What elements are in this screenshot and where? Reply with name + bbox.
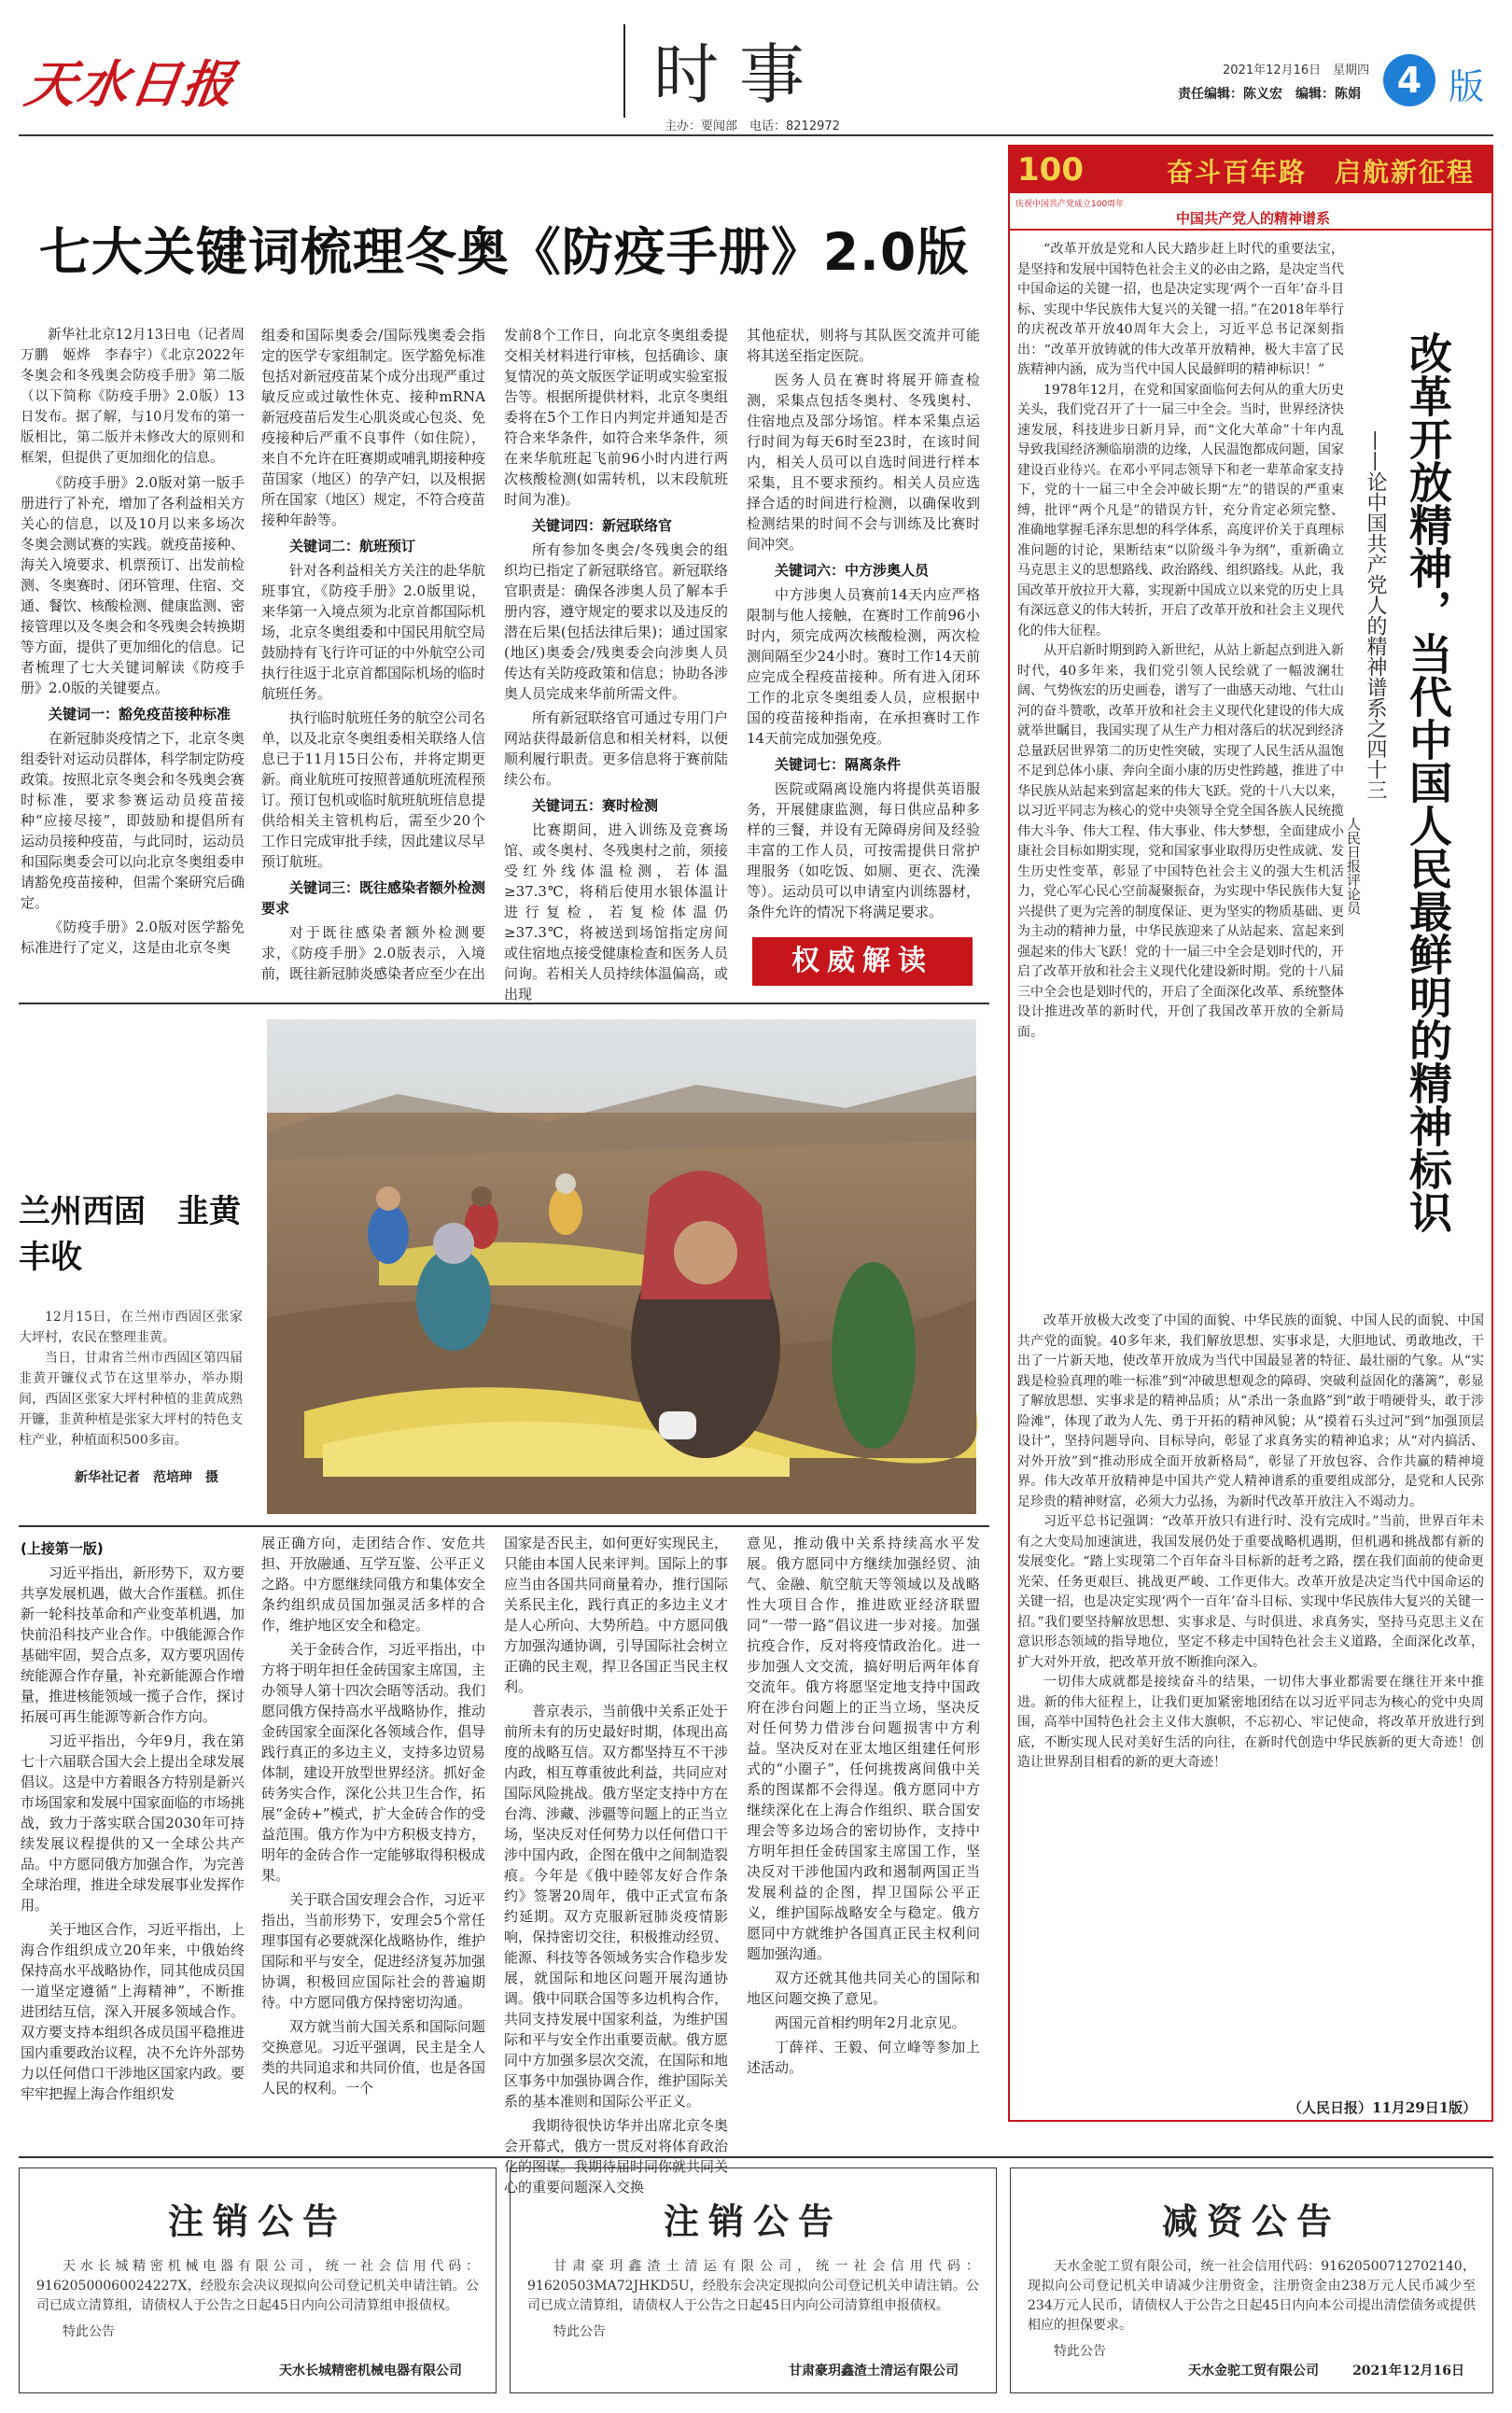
main-paragraph: 中方涉奥人员赛前14天内应严格限制与他人接触，在赛时工作前96小时内，须完成两次核酸检测，两次检测间隔至少24小时。赛时工作14天前应完成全程疫苗接种。所有进入闭环工作的北京冬奥组委人员，应根据中国的疫苗接种指南，在承担赛时工作14天前完成加强免疫。	[747, 586, 980, 747]
editors-line: 主办：要闻部 电话：8212972	[665, 119, 840, 133]
commentary-paragraph: 从开启新时期到跨入新世纪，从站上新起点到进入新时代，40多年来，我们党引领人民绘就了一幅波澜壮阔、气势恢宏的历史画卷，谱写了一曲感天动地、气壮山河的奋斗赞歌，改革开放和社会主义现代化建设的伟大成就举世瞩目，我国实现了从生产力相对落后的状况到经济总量跃居世界第二的历史性突破，实现了人民生活从温饱不足到总体小康、奔向全面小康的历史性跨越，推进了中华民族从站起来到富起来的伟大飞跃。党的十八大以来，以习近平同志为核心的党中央领导全党全国各族人民统揽伟大斗争、伟大工程、伟大事业、伟大梦想，全面建成小康社会目标如期实现，党和国家事业取得历史性成就、发生历史性变革，彰显了中国特色社会主义的强大生机活力，党心军心民心空前凝聚振奋，为实现中华民族伟大复兴提供了更为完善的制度保证、更为坚实的物质基础、更为主动的精神力量，中华民族迎来了从站起来、富起来到强起来的伟大飞跃！党的十一届三中全会是划时代的，开启了改革开放和社会主义现代化建设新时期。党的十八届三中全会也是划时代的，开启了全面深化改革、系统整体设计推进改革的新时代，开创了我国改革开放的全新局面。	[1017, 643, 1344, 1040]
photo-title: 兰州西固 韭黄丰收	[19, 1193, 241, 1276]
lower-paragraph: 两国元首相约明年2月北京见。	[775, 2014, 966, 2031]
lower-paragraph: 关于金砖合作，习近平指出，中方将于明年担任金砖国家主席国，主办领导人第十四次会晤等活动。我们愿同俄方保持高水平战略协作，推动金砖国家全面深化各领域合作，倡导践行真正的多边主义，支持多边贸易体制，建设开放型世界经济。抓好金砖务实合作，深化公共卫生合作，拓展“金砖+”模式，扩大金砖合作的受益范围。俄方作为中方积极支持方，明年的金砖合作一定能够取得积极成果。	[261, 1641, 486, 1884]
main-col-2	[261, 325, 485, 997]
main-col-1	[21, 325, 245, 997]
continued-label: (上接第一版)	[21, 1540, 104, 1557]
main-col-3	[504, 325, 729, 1003]
commentary-header-rule	[1008, 229, 1493, 231]
photo-credit: 新华社记者 范培珅 摄	[75, 1470, 218, 1485]
photo-caption	[19, 1307, 243, 1451]
lower-col-3	[504, 1533, 729, 2196]
commentary-paragraph: 改革开放极大改变了中国的面貌、中华民族的面貌、中国人民的面貌、中国共产党的面貌。40多年来，我们解放思想、实事求是，大胆地试、勇敢地改，干出了一片新天地，使改革开放成为当代中国最显著的特征、最壮丽的气象。从“实践是检验真理的唯一标准”到“冲破思想观念的障碍、突破利益固化的藩篱”，彰显了解放思想、实事求是的精神品质；从“杀出一条血路”到“敢于啃硬骨头，敢于涉险滩”，体现了敢为人先、勇于开拓的精神风貌；从“摸着石头过河”到“加强顶层设计”，坚持问题导向、目标导向，彰显了求真务实的精神追求；从“对内搞活、对外开放”到“推动形成全面开放新格局”，彰显了开放包容、合作共赢的精神境界。伟大改革开放精神是中国共产党人精神谱系的重要组成部分，是党和人民弥足珍贵的精神财富，必须大力弘扬，为新时代改革开放注入不竭动力。	[1017, 1313, 1484, 1509]
responsibility-line: 责任编辑：陈义宏 编辑：陈娟	[1178, 87, 1361, 102]
commentary-title	[1400, 331, 1512, 1386]
commentary-paragraph: 1978年12月，在党和国家面临何去何从的重大历史关头，我们党召开了十一届三中全会。当时，世界经济快速发展，科技进步日新月异，而“文化大革命”十年内乱导致我国经济濒临崩溃的边缘，人民温饱都成问题，国家建设百业待兴。在邓小平同志领导下和老一辈革命家支持下，党的十一届三中全会冲破长期“左”的错误的严重束缚，批评“两个凡是”的错误方针，充分肯定必须完整、准确地掌握毛泽东思想的科学体系，高度评价关于真理标准问题的讨论，果断结束“以阶级斗争为纲”，重新确立马克思主义的思想路线、政治路线、组织路线。从此，我国改革开放拉开大幕，实现新中国成立以来党的历史上具有深远意义的伟大转折，开启了改革开放和社会主义现代化的伟大征程。	[1017, 382, 1344, 638]
lower-paragraph: 意见，推动俄中关系持续高水平发展。俄方愿同中方继续加强经贸、油气、金融、航空航天等领域以及战略性大项目合作，推进欧亚经济联盟同“一带一路”倡议进一步对接。加强抗疫合作，反对将疫情政治化。进一步加强人文交流，搞好明后两年体育交流年。俄方将愿坚定地支持中国政府在涉台问题上的正当立场，坚决反对任何势力借涉台问题损害中方利益。坚决反对在亚太地区组建任何形式的“小圈子”，任何挑拨离间俄中关系的图谋都不会得逞。俄方愿同中方继续深化在上海合作组织、联合国安理会等多边场合的密切协作，支持中方明年担任金砖国家主席国工作，坚决反对干涉他国内政和遏制两国正当发展利益的企图，捍卫国际公平正义，维护国际战略安全与稳定。俄方愿同中方就维护各国真正民主权利问题加强沟通。	[747, 1535, 980, 1962]
commentary-paragraph: 习近平总书记强调：“改革开放只有进行时、没有完成时。”当前，世界百年未有之大变局加速演进，我国发展仍处于重要战略机遇期，但机遇和挑战都有新的发展变化。“踏上实现第二个百年奋斗目标新的赶考之路，摆在我们面前的使命更光荣、任务更艰巨、挑战更严峻、工作更伟大。改革开放是决定当代中国命运的关键一招，也是决定实现‘两个一百年’奋斗目标、实现中华民族伟大复兴的关键一招。”我们要坚持解放思想、实事求是、与时俱进、求真务实，坚持马克思主义在意识形态领域的指导地位，坚定不移走中国特色社会主义道路，全面深化改革，扩大对外开放，把改革开放不断推向深入。	[1017, 1514, 1484, 1670]
page-suffix: 版	[1449, 66, 1485, 107]
main-paragraph: 其他症状，则将与其队医交流并可能将其送至指定医院。	[747, 327, 980, 364]
notices-top-rule	[19, 2156, 1493, 2158]
newspaper-logo: 天水日报	[21, 54, 240, 114]
commentary-body-top	[1017, 240, 1344, 1306]
main-paragraph: 《防疫手册》2.0版对第一版手册进行了补充，增加了各利益相关方关心的信息，以及10月以来多场次冬奥会测试赛的实践。就疫苗接种、海关入境要求、机票预订、出发前检测、冬奥赛时、闭环管理、住宿、交通、餐饮、核酸检测、健康监测、密接管理以及冬奥会和冬残奥会转换期等方面，提供了更加细化的信息。记者梳理了七大关键词解读《防疫手册》2.0版的关键要点。	[21, 474, 245, 696]
main-paragraph: 所有参加冬奥会/冬残奥会的组织均已指定了新冠联络官。新冠联络官职责是：确保各涉奥人员了解本手册内容，遵守规定的要求以及违反的潜在后果(包括法律后果)；通过国家(地区)奥委会/残奥委会向涉奥人员传达有关防疫政策和信息；协助各涉奥人员完成来华前所需文件。	[504, 541, 729, 702]
keyword-heading: 关键词六：中方涉奥人员	[775, 562, 930, 579]
harvest-photo	[267, 1019, 976, 1514]
commentary-header-sub: 中国共产党人的精神谱系	[1176, 210, 1331, 227]
commentary-box	[1008, 145, 1493, 2124]
lower-paragraph: 关于地区合作，习近平指出，上海合作组织成立20年来，中俄始终保持高水平战略协作，同其他成员国一道坚定遵循“上海精神”，不断推进团结互信，深入开展多领域合作。双方要支持本组织各成员国平稳推进国内重要政治议程，决不允许外部势力以任何借口干涉地区国家内政。要牢牢把握上海合作组织发	[21, 1921, 245, 2102]
main-paragraph: 医务人员在赛时将展开筛查检测，采集点包括冬奥村、冬残奥村、住宿地点及部分场馆。样本采集点运行时间为每天6时至23时，在该时间内，相关人员可以自选时间进行样本采集，且不要求预约。相关人员应选择合适的时间进行检测，以确保收到检测结果的时间不会与训练及比赛时间冲突。	[747, 372, 980, 553]
header-banner-text: 奋斗百年路 启航新征程	[1167, 157, 1476, 188]
notice-signer: 甘肃豪玥鑫渣土清运有限公司	[789, 2364, 959, 2378]
notice-title: 注销公告	[663, 2201, 843, 2242]
main-paragraph: 所有新冠联络官可通过专用门户网站获得最新信息和相关材料，以便顺利履行职责。更多信息将于赛前陆续公布。	[504, 709, 729, 788]
commentary-paragraph: 一切伟大成就都是接续奋斗的结果，一切伟大事业都需要在继往开来中推进。新的伟大征程上，让我们更加紧密地团结在以习近平同志为核心的党中央周围，高举中国特色社会主义伟大旗帜，不忘初心、牢记使命，将改革开放进行到底，不断实现人民对美好生活的向往，在新时代创造中华民族新的更大奇迹！创造让世界刮目相看的新的更大奇迹！	[1017, 1675, 1484, 1770]
notice-title: 减资公告	[1161, 2201, 1341, 2242]
keyword-heading: 关键词一：豁免疫苗接种标准	[49, 706, 231, 722]
lower-paragraph: 展正确方向，走团结合作、安危共担、开放融通、互学互鉴、公平正义之路。中方愿继续同俄方和集体安全条约组织成员国加强灵活多样的合作，维护地区安全和稳定。	[261, 1535, 486, 1634]
page-number: 4	[1396, 60, 1422, 101]
notice-3	[1010, 2167, 1493, 2393]
caption-line: 当日，甘肃省兰州市西固区第四届韭黄开镰仪式节在这里举办，举办期间，西固区张家大坪村种植的韭黄成熟开镰，韭黄种植是张家大坪村的特色支柱产业，种植面积500多亩。	[19, 1351, 243, 1448]
commentary-headline: 改革开放精神，当代中国人民最鲜明的精神标识	[1403, 331, 1453, 1233]
centennial-emblem-icon	[1015, 148, 1090, 189]
main-paragraph: 医院或隔离设施内将提供英语服务，开展健康监测，每日供应品种多样的三餐，并设有无障碍房间及经验丰富的工作人员，可按需提供日常护理服务（如吃饭、如厕、更衣、洗澡等）。运动员可以申请室内训练器材，条件允许的情况下将满足要求。	[747, 780, 980, 920]
notice-body: 甘肃豪玥鑫渣土清运有限公司，统一社会信用代码：91620503MA72JHKD5U，经股东会决定现拟向公司登记机关申请注销。公司已成立清算组，请债权人于公告之日起45日内向公司清算组申报债权。	[527, 2259, 979, 2313]
notice-label: 特此公告	[1054, 2344, 1106, 2359]
page-number-badge	[1383, 54, 1435, 106]
notice-body: 天水长城精密机械电器有限公司，统一社会信用代码：91620500060024227X，经股东会决议现拟向公司登记机关申请注销。公司已成立清算组，请债权人于公告之日起45日内向公司清算组申报债权。	[36, 2259, 479, 2313]
main-paragraph: 《防疫手册》2.0版对医学豁免标准进行了定义，这是由北京冬奥	[21, 919, 245, 956]
main-article-title: 七大关键词梳理冬奥《防疫手册》2.0版	[38, 222, 970, 282]
commentary-subtitle: ——论中国共产党人的精神谱系之四十三	[1364, 430, 1387, 800]
keyword-heading: 关键词五：赛时检测	[532, 797, 659, 814]
lower-paragraph: 国家是否民主，如何更好实现民主，只能由本国人民来评判。国际上的事应当由各国共同商量着办，推行国际关系民主化，践行真正的多边主义才是人心所向、大势所趋。中方愿同俄方加强沟通协调，引导国际社会树立正确的民主观，捍卫各国正当民主权利。	[504, 1535, 729, 1695]
main-paragraph: 在新冠肺炎疫情之下，北京冬奥组委针对运动员群体，科学制定防疫政策。按照北京冬奥会和冬残奥会赛时标准，要求参赛运动员疫苗接种“应接尽接”，即鼓励和提倡所有运动员接种疫苗，与此同时，运动员和国际奥委会可以向北京冬奥组委申请豁免疫苗接种，但需个案研究后确定。	[21, 730, 245, 911]
authoritative-interpretation-banner	[752, 937, 973, 986]
main-paragraph: 针对各利益相关方关注的赴华航班事宜，《防疫手册》2.0版里说，来华第一入境点须为北京首都国际机场，北京冬奥组委和中国民用航空局鼓励持有飞行许可证的中外航空公司执行往返于北京首都国际机场的临时航班任务。	[261, 562, 486, 702]
svg-text:100: 100	[1017, 151, 1084, 189]
main-paragraph: 对于既往感染者额外检测要求，《防疫手册》2.0版表示，入境前，既往新冠肺炎感染者应至少在出	[261, 924, 486, 982]
main-paragraph: 新华社北京12月13日电（记者周万鹏 姬烨 李春宇）《北京2022年冬奥会和冬残奥会防疫手册》第二版（以下简称《防疫手册》2.0版）13日发布。据了解，与10月发布的第一版相比，第二版并未修改大的原则和框架，但提供了更加细化的信息。	[21, 328, 245, 466]
harvest-photo-image	[267, 1019, 976, 1514]
lower-col-4	[747, 1533, 980, 2160]
notice-1	[19, 2167, 497, 2393]
commentary-paragraph: “改革开放是党和人民大踏步赶上时代的重要法宝，是坚持和发展中国特色社会主义的必由之路，是决定当代中国命运的关键一招，也是决定实现‘两个一百年’奋斗目标、实现中华民族伟大复兴的关键一招。”在2018年举行的庆祝改革开放40周年大会上，习近平总书记深刻指出：“改革开放铸就的伟大改革开放精神，极大丰富了民族精神内涵，成为当代中国人民最鲜明的精神标识！”	[1017, 242, 1344, 377]
main-col-4	[747, 325, 980, 932]
lower-paragraph: 关于联合国安理会合作，习近平指出，当前形势下，安理会5个常任理事国有必要就深化战略协作，维护国际和平与安全，促进经济复苏加强协调，积极回应国际社会的普遍期待。中方愿同俄方保持密切沟通。	[261, 1891, 486, 2011]
lower-paragraph: 我期待很快访华并出席北京冬奥会开幕式，俄方一贯反对将体育政治化的图谋。我期待届时同你就共同关心的重要问题深入交换	[504, 2117, 729, 2196]
main-paragraph: 执行临时航班任务的航空公司名单，以及北京冬奥组委相关联络人信息已于11月15日公布，并将定期更新。商业航班可按照普通航班流程预订。预订包机或临时航班航班信息提供给相关主管机构后，需至少20个工作日完成审批手续，因此建议尽早预订航班。	[261, 709, 486, 870]
banner-label: 权威解读	[791, 945, 933, 977]
main-paragraph: 发前8个工作日，向北京冬奥组委提交相关材料进行审核，包括确诊、康复情况的英文版医学证明或实验室报告等。根据所提供材料，北京冬奥组委将在5个工作日内判定并通知是否符合来华条件，如符合来华条件，须在来华航班起飞前96小时内进行两次核酸检测(如需转机，以末段航班时间为准)。	[504, 327, 729, 508]
keyword-heading: 关键词三：既往感染者额外检测要求	[261, 879, 486, 917]
masthead-divider	[623, 24, 625, 118]
commentary-header	[1008, 145, 1493, 193]
commentary-body-bottom	[1017, 1312, 1484, 2094]
lower-paragraph: 双方就当前大国关系和国际问题交换意见。习近平强调，民主是全人类的共同追求和共同价值，也是各国人民的权利。一个	[261, 2018, 486, 2097]
notice-signer: 天水长城精密机械电器有限公司	[279, 2364, 462, 2378]
masthead	[0, 0, 1510, 140]
lower-paragraph: 习近平指出，今年9月，我在第七十六届联合国大会上提出全球发展倡议。这是中方着眼各方特别是新兴市场国家和发展中国家面临的市场挑战，致力于落实联合国2030年可持续发展议程提供的又一全球公共产品。中方愿同俄方加强合作，为完善全球治理，推进全球发展事业发挥作用。	[21, 1733, 245, 1914]
notice-2	[510, 2167, 997, 2393]
caption-line: 12月15日，在兰州市西固区张家大坪村，农民在整理韭黄。	[19, 1310, 243, 1345]
notice-date: 2021年12月16日	[1352, 2364, 1464, 2378]
centennial-emblem	[1015, 148, 1090, 189]
masthead-rule	[19, 134, 1493, 136]
notice-label: 特此公告	[553, 2324, 606, 2339]
issue-date: 2021年12月16日 星期四	[1223, 63, 1370, 77]
lower-paragraph: 习近平指出，新形势下，双方要共享发展机遇，做大合作蛋糕。抓住新一轮科技革命和产业变革机遇，加快前沿科技产业合作。中俄能源合作基础牢固，契合点多，双方要巩固传统能源合作存量，补充新能源合作增量，推进核能领域一揽子合作，探讨拓展可再生能源等新合作方向。	[21, 1564, 245, 1725]
keyword-heading: 关键词二：航班预订	[289, 538, 416, 554]
keyword-heading: 关键词七：隔离条件	[775, 756, 902, 773]
main-paragraph: 比赛期间，进入训练及竞赛场馆、或冬奥村、冬残奥村之前，须接受红外线体温检测，若体温≥37.3℃，将稍后使用水银体温计进行复检，若复检体温仍≥37.3℃，将被送到场馆指定房间或住宿地点接受健康检查和医务人员问询。若相关人员持续体温偏高，或出现	[504, 821, 729, 1003]
main-paragraph: 组委和国际奥委会/国际残奥委会指定的医学专家组制定。医学豁免标准包括对新冠疫苗某个成分出现严重过敏反应或过敏性休克、接种mRNA新冠疫苗后发生心肌炎或心包炎、免疫接种后严重不良事件（如住院），来自不允许在旺赛期或哺乳期接种疫苗国家（地区）的孕产妇，以及根据所在国家（地区）规定，不符合疫苗接种年龄等。	[261, 327, 486, 528]
notice-title: 注销公告	[167, 2201, 347, 2242]
notice-signer: 天水金驼工贸有限公司	[1188, 2364, 1319, 2378]
notice-body: 天水金驼工贸有限公司，统一社会信用代码：91620500712702140，现拟向公司登记机关申请减少注册资金，注册资金由238万元人民币减少至234万元人民币，请债权人于公告之日起45日内向本公司提出清偿债务或提供相应的担保要求。	[1028, 2259, 1476, 2333]
article-divider	[19, 1003, 989, 1004]
photo-divider	[19, 1525, 989, 1527]
lower-paragraph: 丁薛祥、王毅、何立峰等参加上述活动。	[747, 2039, 980, 2076]
anniversary-caption: 庆祝中国共产党成立100周年	[1015, 200, 1125, 209]
section-title: 时事	[653, 36, 825, 113]
lower-col-1	[21, 1533, 245, 2160]
commentary-source: （人民日报）11月29日1版）	[1288, 2099, 1477, 2116]
lower-paragraph: 双方还就其他共同关心的国际和地区问题交换了意见。	[747, 1970, 980, 2007]
lower-paragraph: 普京表示，当前俄中关系正处于前所未有的历史最好时期，体现出高度的战略互信。双方都坚持互不干涉内政，相互尊重彼此利益，共同应对国际风险挑战。俄方坚定支持中方在台湾、涉藏、涉疆等问题上的正当立场，坚决反对任何势力以任何借口干涉中国内政，企图在俄中之间制造裂痕。今年是《俄中睦邻友好合作条约》签署20周年，俄中正式宣布条约延期。双方克服新冠肺炎疫情影响，保持密切交往，积极推动经贸、能源、科技等各领域务实合作稳步发展，就国际和地区问题开展沟通协调。俄中同联合国等多边机构合作，共同支持发展中国家利益，为维护国际和平与安全作出重要贡献。俄方愿同中方加强多层次交流，在国际和地区事务中加强协调合作，维护国际关系的基本准则和国际公平正义。	[504, 1703, 729, 2110]
keyword-heading: 关键词四：新冠联络官	[532, 517, 673, 534]
lower-col-2	[261, 1533, 485, 2160]
notice-label: 特此公告	[63, 2324, 115, 2339]
commentary-byline: 人民日报评论员	[1345, 817, 1362, 915]
